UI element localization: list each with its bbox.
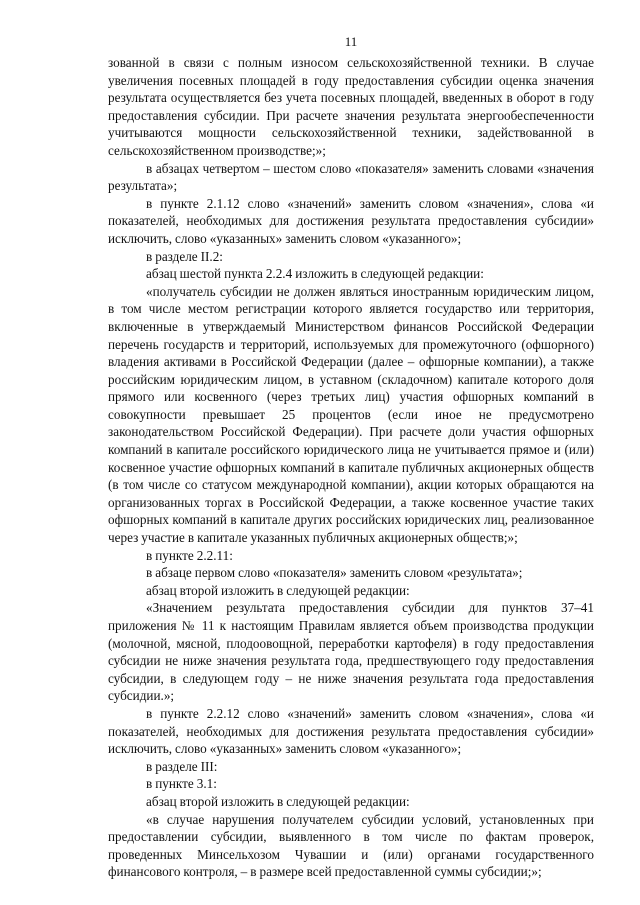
paragraph-7: в пункте 2.2.11: <box>146 547 233 563</box>
paragraph-5: абзац шестой пункта 2.2.4 изложить в следующей редакции: <box>146 266 484 282</box>
paragraph-11: в пункте 2.2.12 слово «значений» заменить словом «значения», слова «и показателей, необходимых для достижения результата предоставления субсидии» исключить, слово «указанных» заменить словом «указанного»; <box>108 705 594 757</box>
paragraph-1: зованной в связи с полным износом сельскохозяйственной техники. В случае увеличения посевных площадей в году предоставления субсидии оценка значения результата осуществляется без учета посевных площадей, введенных в оборот в году предоставления субсидии. При расчете значения результата энергообеспеченности учитываются мощности сельскохозяйственной техники, задействованной в сельскохозяйственном производстве;»; <box>108 55 594 158</box>
paragraph-2: в абзацах четвертом – шестом слово «показателя» заменить словами «значения результата»; <box>108 160 594 194</box>
paragraph-6: «получатель субсидии не должен являться иностранным юридическим лицом, в том числе местом регистрации которого является государство или территория, включенные в утверждаемый Министерством финансов Российской Федерации перечень государств и территорий, используемых для промежуточного (офшорного) владения активами в Российской Федерации (далее – офшорные компании), а также российским юридическим лицом, в уставном (складочном) капитале которого доля прямого или косвенного (через третьих лиц) участия офшорных компаний в совокупности превышает 25 процентов (если иное не предусмотрено законодательством Российской Федерации). При расчете доли участия офшорных компаний в капитале российского юридического лица не учитывается прямое и (или) косвенное участие офшорных компаний в капитале публичных акционерных обществ (в том числе со статусом международной компании), акции которых обращаются на организованных торгах в Российской Федерации, а также косвенное участие таких офшорных компаний в капитале других российских юридических лиц, реализованное через участие в капитале указанных публичных акционерных обществ;»; <box>108 283 594 546</box>
paragraph-3: в пункте 2.1.12 слово «значений» заменить словом «значения», слова «и показателей, необходимых для достижения результата предоставления субсидии» исключить, слово «указанных» заменить словом «указанного»; <box>108 195 594 246</box>
paragraph-14: абзац второй изложить в следующей редакции: <box>146 793 410 809</box>
paragraph-10: «Значением результата предоставления субсидии для пунктов 37–41 приложения № 11 к настоящим Правилам является объем производства продукции (молочной, мясной, плодоовощной, переработки картофеля) в году предоставления субсидии не ниже значения результата года, предшествующего году предоставления субсидии, в следующем году – не ниже значения результата года предоставления субсидии.»; <box>108 600 594 704</box>
paragraph-4: в разделе II.2: <box>146 248 223 264</box>
document-page <box>108 34 594 881</box>
paragraph-8: в абзаце первом слово «показателя» заменить словом «результата»; <box>146 565 523 581</box>
paragraph-15: «в случае нарушения получателем субсидии условий, установленных при предоставлении субсидии, выявленного в том числе по фактам проверок, проведенных Минсельхозом Чувашии и (или) органами государственного финансового контроля, – в размере всей предоставленной суммы субсидии;»; <box>108 811 594 880</box>
paragraph-9: абзац второй изложить в следующей редакции: <box>146 582 410 598</box>
page-number: 11 <box>344 34 358 49</box>
paragraph-12: в разделе III: <box>146 758 218 774</box>
paragraph-13: в пункте 3.1: <box>146 776 217 792</box>
